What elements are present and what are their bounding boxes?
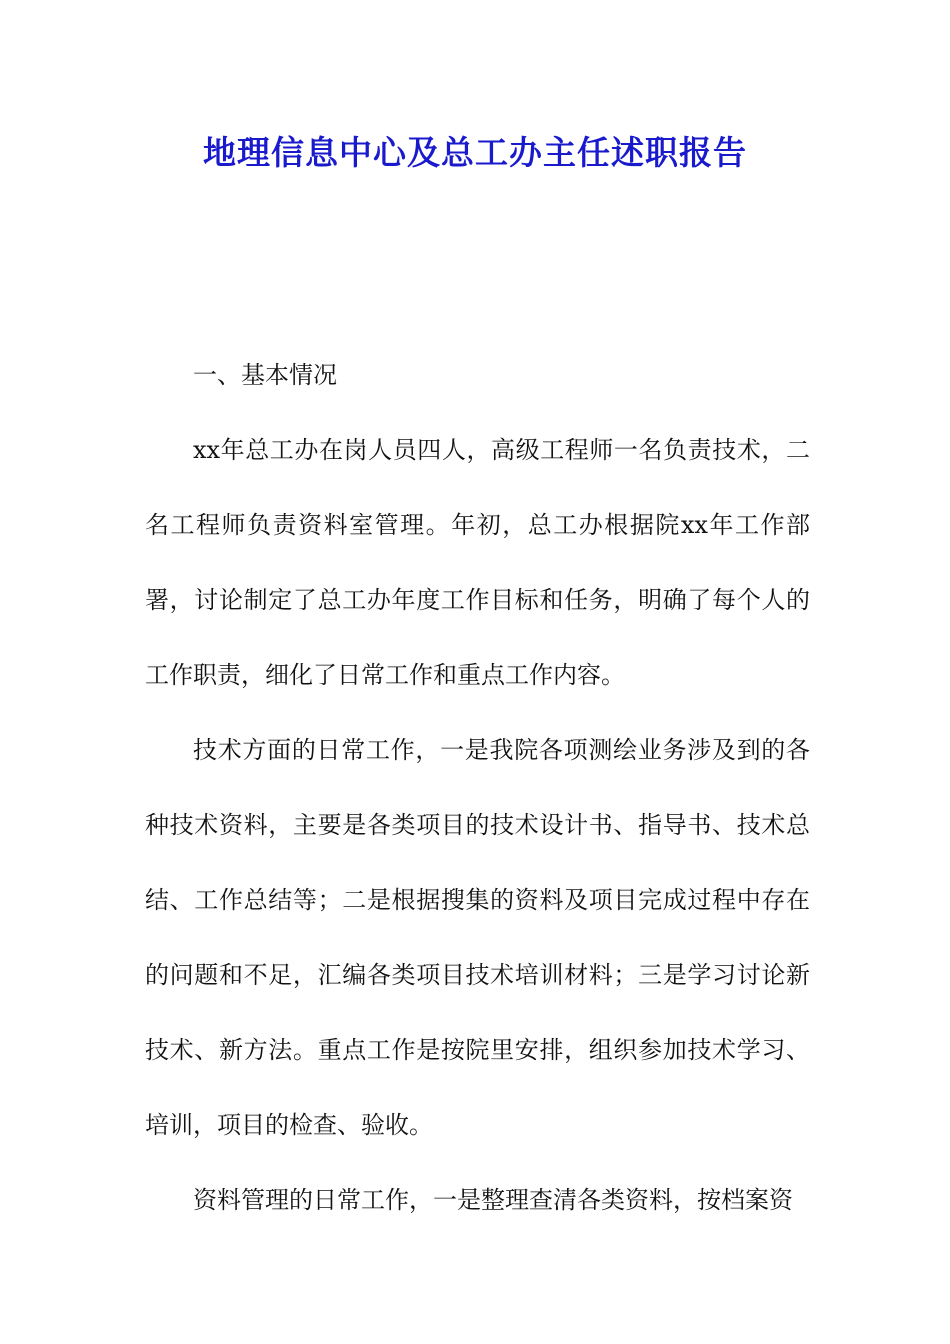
body-paragraph: 资料管理的日常工作，一是整理查清各类资料，按档案资 (193, 1186, 793, 1214)
body-paragraph: xx年总工办在岗人员四人，高级工程师一名负责技术，二名工程师负责资料室管理。年初，总工办根据院xx年工作部署，讨论制定了总工办年度工作目标和任务，明确了每个人的工作职责，细化了日常工作和重点工作内容。 (145, 436, 810, 689)
document-body (145, 338, 810, 1238)
body-paragraph: 技术方面的日常工作，一是我院各项测绘业务涉及到的各种技术资料，主要是各类项目的技术设计书、指导书、技术总结、工作总结等；二是根据搜集的资料及项目完成过程中存在的问题和不足，汇编各类项目技术培训材料；三是学习讨论新技术、新方法。重点工作是按院里安排，组织参加技术学习、培训，项目的检查、验收。 (145, 736, 810, 1139)
document-title: 地理信息中心及总工办主任述职报告 (203, 133, 747, 172)
section-heading: 一、基本情况 (193, 361, 337, 389)
